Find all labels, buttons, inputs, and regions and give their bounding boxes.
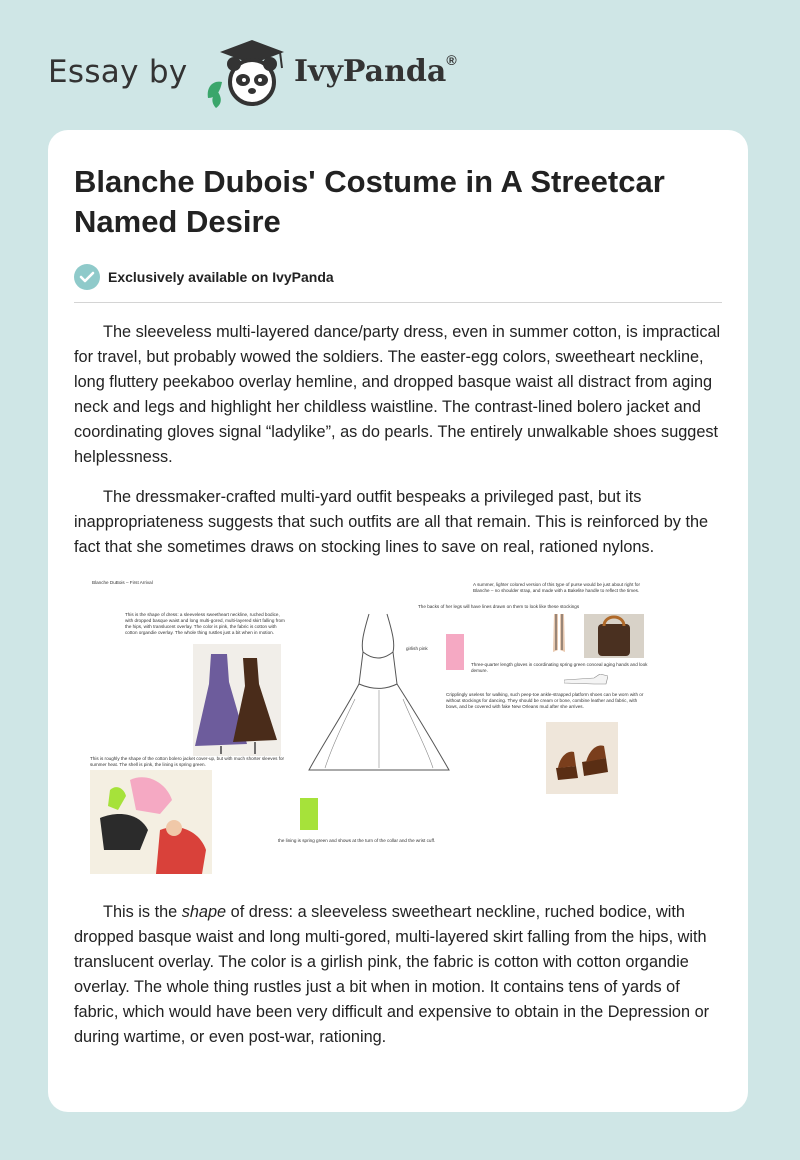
pink-swatch [446, 634, 464, 670]
glove-image [564, 674, 608, 688]
emphasis-text: shape [181, 903, 227, 921]
pink-swatch-label: girlish pink [406, 646, 428, 651]
brand-prefix: Essay by [48, 54, 188, 90]
costume-collage-figure [88, 574, 648, 876]
paragraph-1: The sleeveless multi-layered dance/party dress, even in summer cotton, is impractical for travel, but probably wowed the soldiers. The easter-egg colors, sweetheart neckline, long fluttery peekaboo overlay hemline, and dropped basque waist all distract from aging neck and legs and highlight her childless waistline. The contrast-lined bolero jacket and coordinating gloves signal “ladylike”, as do pearls. The entirely unwalkable shoes suggest helplessness. [74, 323, 721, 466]
collage-note-stockings: The backs of her legs will have lines drawn on them to look like these stockings [418, 604, 580, 609]
collage-note-purse: A summer, lighter colored version of this type of purse would be just about right for Blanche – no shoulder strap, and made with a Bakelite handle to reflect the times. [473, 582, 640, 593]
purse-image [584, 614, 644, 658]
essay-card [48, 130, 748, 1112]
check-icon [74, 264, 100, 290]
paragraph-2: The dressmaker-crafted multi-yard outfit bespeaks a privileged past, but its inappropriateness suggests that such outfits are all that remain. This is reinforced by the fact that she sometimes draws on stocking lines to save on real, rationed nylons. [74, 488, 709, 556]
dress-sketch-image [303, 604, 453, 774]
collage-note-lining: the lining is spring green and shows at the turn of the collar and the wrist cuff. [278, 838, 436, 843]
dress-photo-image [193, 644, 281, 756]
exclusive-label: Exclusively available on IvyPanda [108, 269, 334, 285]
green-swatch [300, 798, 318, 830]
brand-header [48, 38, 508, 108]
paragraph-3: This is the shape of dress: a sleeveless sweetheart neckline, ruched bodice, with dropped basque waist and long multi-gored, multi-layered skirt falling from the hips, with translucent overlay. The color is a girlish pink, the fabric is cotton with cotton organdie overlay. The whole thing rustles just a bit when in motion. It contains tens of yards of fabric, which would have been very difficult and expensive to obtain in the Depression or during wartime, or even post-war, rationing. [74, 903, 710, 1046]
collage-note-shoes: Cripplingly useless for walking, such peep-toe ankle-strapped platform shoes can be worn with or without stockings for dancing. They should be cream or bone, combine leather and fabric, with bows, and be covered with fake New Orleans mud after she arrives. [446, 692, 644, 709]
brand-name[interactable]: IvyPanda® [294, 52, 457, 89]
divider [74, 302, 722, 303]
collage-note-gloves: Three-quarter length gloves in coordinating spring green conceal aging hands and look demure. [471, 662, 648, 673]
collage-note-dress: This is the shape of dress: a sleeveless sweetheart neckline, ruched bodice, with dropped basque waist and long multi-gored, multi-layered skirt falling from the hips, with translucent overlay. The color is pink, the fabric is cotton with cotton organdie overlay. The whole thing rustles just a bit when in motion. [125, 612, 285, 635]
panda-logo-icon[interactable] [202, 38, 288, 110]
collage-caption-title: Blanche DuBois – First Arrival [92, 580, 153, 585]
essay-title: Blanche Dubois' Costume in A Streetcar Named Desire [74, 164, 665, 239]
shoes-image [546, 722, 618, 794]
stockings-image [550, 614, 568, 654]
bolero-illustration-image [90, 770, 212, 874]
collage-note-bolero: This is roughly the shape of the cotton bolero jacket cover-up, but with much shorter sleeves for summer heat. The shell is pink, the lining is spring green. [90, 756, 285, 767]
